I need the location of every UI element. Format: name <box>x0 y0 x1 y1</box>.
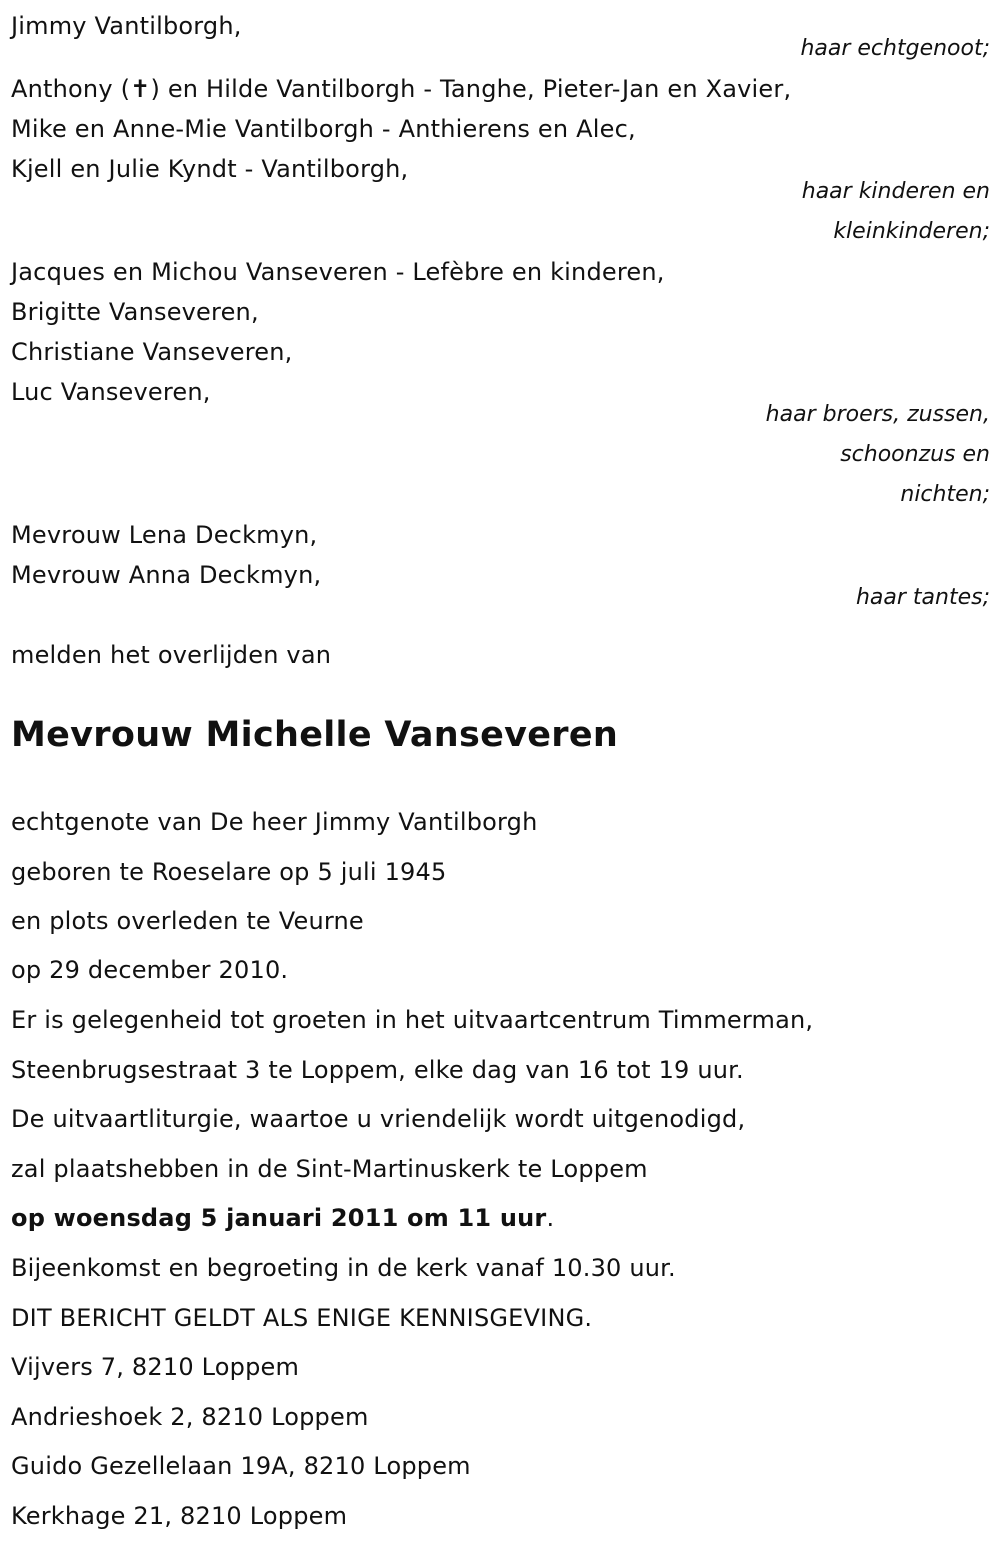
child-line: Kjell en Julie Kyndt - Vantilborgh, <box>11 155 409 183</box>
funeral-date: op woensdag 5 januari 2011 om 11 uur <box>11 1204 547 1232</box>
siblings-relation: nichten; <box>900 482 990 507</box>
detail-line: De uitvaartliturgie, waartoe u vriendelijk wordt uitgenodigd, <box>11 1105 746 1133</box>
siblings-relation: haar broers, zussen, <box>765 402 990 427</box>
aunt-line: Mevrouw Lena Deckmyn, <box>11 521 318 549</box>
funeral-date-line <box>11 1202 554 1234</box>
detail-line: geboren te Roeselare op 5 juli 1945 <box>11 858 447 886</box>
detail-line: en plots overleden te Veurne <box>11 907 364 935</box>
sibling-line: Jacques en Michou Vanseveren - Lefèbre en kinderen, <box>11 258 665 286</box>
address-line: Andrieshoek 2, 8210 Loppem <box>11 1403 369 1431</box>
spouse-name: Jimmy Vantilborgh, <box>11 12 242 40</box>
sibling-line: Luc Vanseveren, <box>11 378 211 406</box>
closing-line: DIT BERICHT GELDT ALS ENIGE KENNISGEVING. <box>11 1304 593 1332</box>
aunt-line: Mevrouw Anna Deckmyn, <box>11 561 322 589</box>
detail-line: Steenbrugsestraat 3 te Loppem, elke dag van 16 tot 19 uur. <box>11 1056 744 1084</box>
address-line: Guido Gezellelaan 19A, 8210 Loppem <box>11 1452 471 1480</box>
spouse-relation: haar echtgenoot; <box>800 36 990 61</box>
sibling-line: Brigitte Vanseveren, <box>11 298 259 326</box>
sibling-line: Christiane Vanseveren, <box>11 338 293 366</box>
detail-line: op 29 december 2010. <box>11 956 289 984</box>
deceased-name: Mevrouw Michelle Vanseveren <box>11 715 619 755</box>
address-line: Kerkhage 21, 8210 Loppem <box>11 1502 348 1530</box>
aunts-relation: haar tantes; <box>855 585 990 610</box>
funeral-date-suffix: . <box>546 1204 555 1232</box>
detail-line: echtgenote van De heer Jimmy Vantilborgh <box>11 808 538 836</box>
children-relation: haar kinderen en <box>801 179 990 204</box>
detail-line: zal plaatshebben in de Sint-Martinuskerk te Loppem <box>11 1155 648 1183</box>
child-line: Mike en Anne-Mie Vantilborgh - Anthierens en Alec, <box>11 115 636 143</box>
child-line: Anthony (✝) en Hilde Vantilborgh - Tanghe, Pieter-Jan en Xavier, <box>11 75 792 103</box>
detail-line: Er is gelegenheid tot groeten in het uitvaartcentrum Timmerman, <box>11 1006 814 1034</box>
siblings-relation: schoonzus en <box>840 442 990 467</box>
closing-line: Bijeenkomst en begroeting in de kerk vanaf 10.30 uur. <box>11 1254 676 1282</box>
address-line: Vijvers 7, 8210 Loppem <box>11 1353 300 1381</box>
children-relation: kleinkinderen; <box>833 219 990 244</box>
announce-text: melden het overlijden van <box>11 641 332 669</box>
